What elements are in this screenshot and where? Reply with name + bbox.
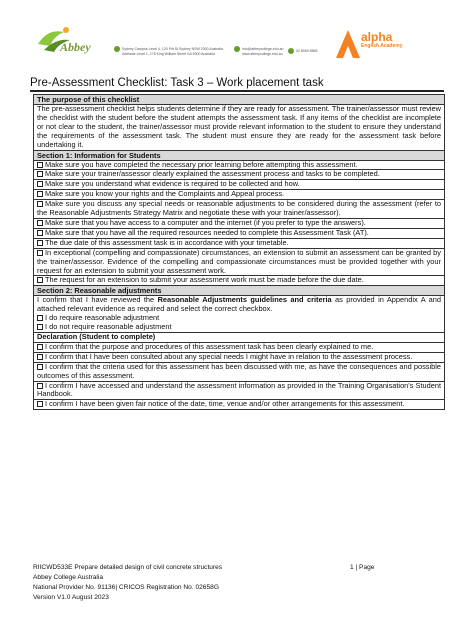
alpha-logo-subtext: English Academy bbox=[361, 43, 403, 49]
checkbox[interactable] bbox=[37, 401, 43, 407]
contact-phone: 02 8969 8558 bbox=[288, 48, 317, 54]
checklist-item: Make sure that you have access to a computer and the internet (if you prefer to type the answers). bbox=[34, 219, 444, 229]
adjustment-option: I do not require reasonable adjustment bbox=[37, 323, 441, 332]
checkbox[interactable] bbox=[37, 344, 43, 350]
checkbox[interactable] bbox=[37, 315, 43, 321]
adjustments-intro: I confirm that I have reviewed the Reasonable Adjustments guidelines and criteria as provided in Appendix A and attached relevant evidence as required and select the correct checkbox. bbox=[37, 295, 441, 314]
contact-address: Sydney Campus Level 4, 120 Pitt St Sydney NSW 2000 Australia Adelaide Level 1, 178 King William Street SA 5000 Australia bbox=[114, 46, 223, 56]
declaration-item: I confirm that the criteria used for this assessment has been discussed with me, as have the consequences and possible outcomes of this assessment. bbox=[34, 363, 444, 382]
adjustment-option: I do require reasonable adjustment bbox=[37, 314, 441, 323]
purpose-text: The pre-assessment checklist helps students determine if they are ready for assessment. The trainer/assessor must review the checklist with the student before the student attempts the assessment task. If any items of the checklist are incomplete or not clear to the student, the trainer/assessor must provide relevant information to the student to ensure they understand the requirements of the assessment task. The student must ensure they are ready for the assessment task before undertaking it. bbox=[34, 105, 444, 151]
checkbox[interactable] bbox=[37, 250, 43, 256]
page-header bbox=[0, 0, 474, 70]
page-footer bbox=[33, 563, 222, 603]
checklist-item: The due date of this assessment task is in accordance with your timetable. bbox=[34, 239, 444, 249]
adjustments-block bbox=[34, 296, 444, 333]
checklist-table bbox=[33, 94, 445, 410]
page-title: Pre-Assessment Checklist: Task 3 – Work placement task bbox=[30, 77, 324, 89]
checkbox[interactable] bbox=[37, 324, 43, 330]
checklist-item: The request for an extension to submit your assessment work must be made before the due date. bbox=[34, 276, 444, 286]
phone-icon bbox=[288, 48, 294, 54]
checklist-item: Make sure you have completed the necessary prior learning before attempting this assessment. bbox=[34, 161, 444, 171]
footer-unit: RIICWD533E Prepare detailed design of civil concrete structures bbox=[33, 564, 223, 571]
checkbox[interactable] bbox=[37, 171, 43, 177]
checklist-item: In exceptional (compelling and compassionate) circumstances, an extension to submit an assessment can be granted by the trainer/assessor. Evidence of the compelling and compassionate circumstances must be provided together with your request for an extension to submit your assessment work. bbox=[34, 249, 444, 277]
checkbox[interactable] bbox=[37, 220, 43, 226]
checkbox[interactable] bbox=[37, 277, 43, 283]
checkbox[interactable] bbox=[37, 162, 43, 168]
checklist-item: Make sure you discuss any special needs or reasonable adjustments to be considered during the assessment (refer to the Reasonable Adjustments Strategy Matrix and negotiate these with your trainer/assessor). bbox=[34, 200, 444, 219]
footer-version: Version V1.0 August 2023 bbox=[33, 594, 109, 601]
title-divider bbox=[30, 90, 444, 92]
checkbox[interactable] bbox=[37, 181, 43, 187]
checklist-item: Make sure that you have all the required resources needed to complete this Assessment Task (AT). bbox=[34, 229, 444, 239]
declaration-item: I confirm I have accessed and understand the assessment information as provided in the Training Organisation's Student Handbook. bbox=[34, 382, 444, 401]
footer-provider: National Provider No. 91136| CRICOS Registration No. 02658G bbox=[33, 584, 219, 591]
page-number: 1 | Page bbox=[350, 564, 375, 571]
checkbox[interactable] bbox=[37, 191, 43, 197]
declaration-item: I confirm that I have been consulted about any special needs I might have in relation to the assessment process. bbox=[34, 353, 444, 363]
declaration-item: I confirm that the purpose and procedures of this assessment task has been clearly explained to me. bbox=[34, 343, 444, 353]
section2-heading: Section 2: Reasonable adjustments bbox=[34, 286, 444, 296]
checkbox[interactable] bbox=[37, 383, 43, 389]
declaration-heading: Declaration (Student to complete) bbox=[34, 333, 444, 343]
checklist-item: Make sure your trainer/assessor clearly explained the assessment process and tasks to be completed. bbox=[34, 170, 444, 180]
checkbox[interactable] bbox=[37, 364, 43, 370]
checkbox[interactable] bbox=[37, 201, 43, 207]
checkbox[interactable] bbox=[37, 240, 43, 246]
alpha-logo-text: alpha bbox=[361, 30, 393, 44]
checkbox[interactable] bbox=[37, 230, 43, 236]
checklist-item: Make sure you understand what evidence is required to be collected and how. bbox=[34, 180, 444, 190]
abbey-logo-text: Abbey bbox=[60, 40, 91, 54]
checkbox[interactable] bbox=[37, 354, 43, 360]
declaration-item: I confirm I have been given fair notice of the date, time, venue and/or other arrangements for this assessment. bbox=[34, 400, 444, 409]
contact-email: info@abbeycollege.edu.au www.abbeycollege.edu.au bbox=[234, 46, 284, 56]
section1-heading: Section 1: Information for Students bbox=[34, 151, 444, 161]
checklist-item: Make sure you know your rights and the Complaints and Appeal process. bbox=[34, 190, 444, 200]
footer-college: Abbey College Australia bbox=[33, 574, 104, 581]
purpose-heading: The purpose of this checklist bbox=[34, 95, 444, 105]
